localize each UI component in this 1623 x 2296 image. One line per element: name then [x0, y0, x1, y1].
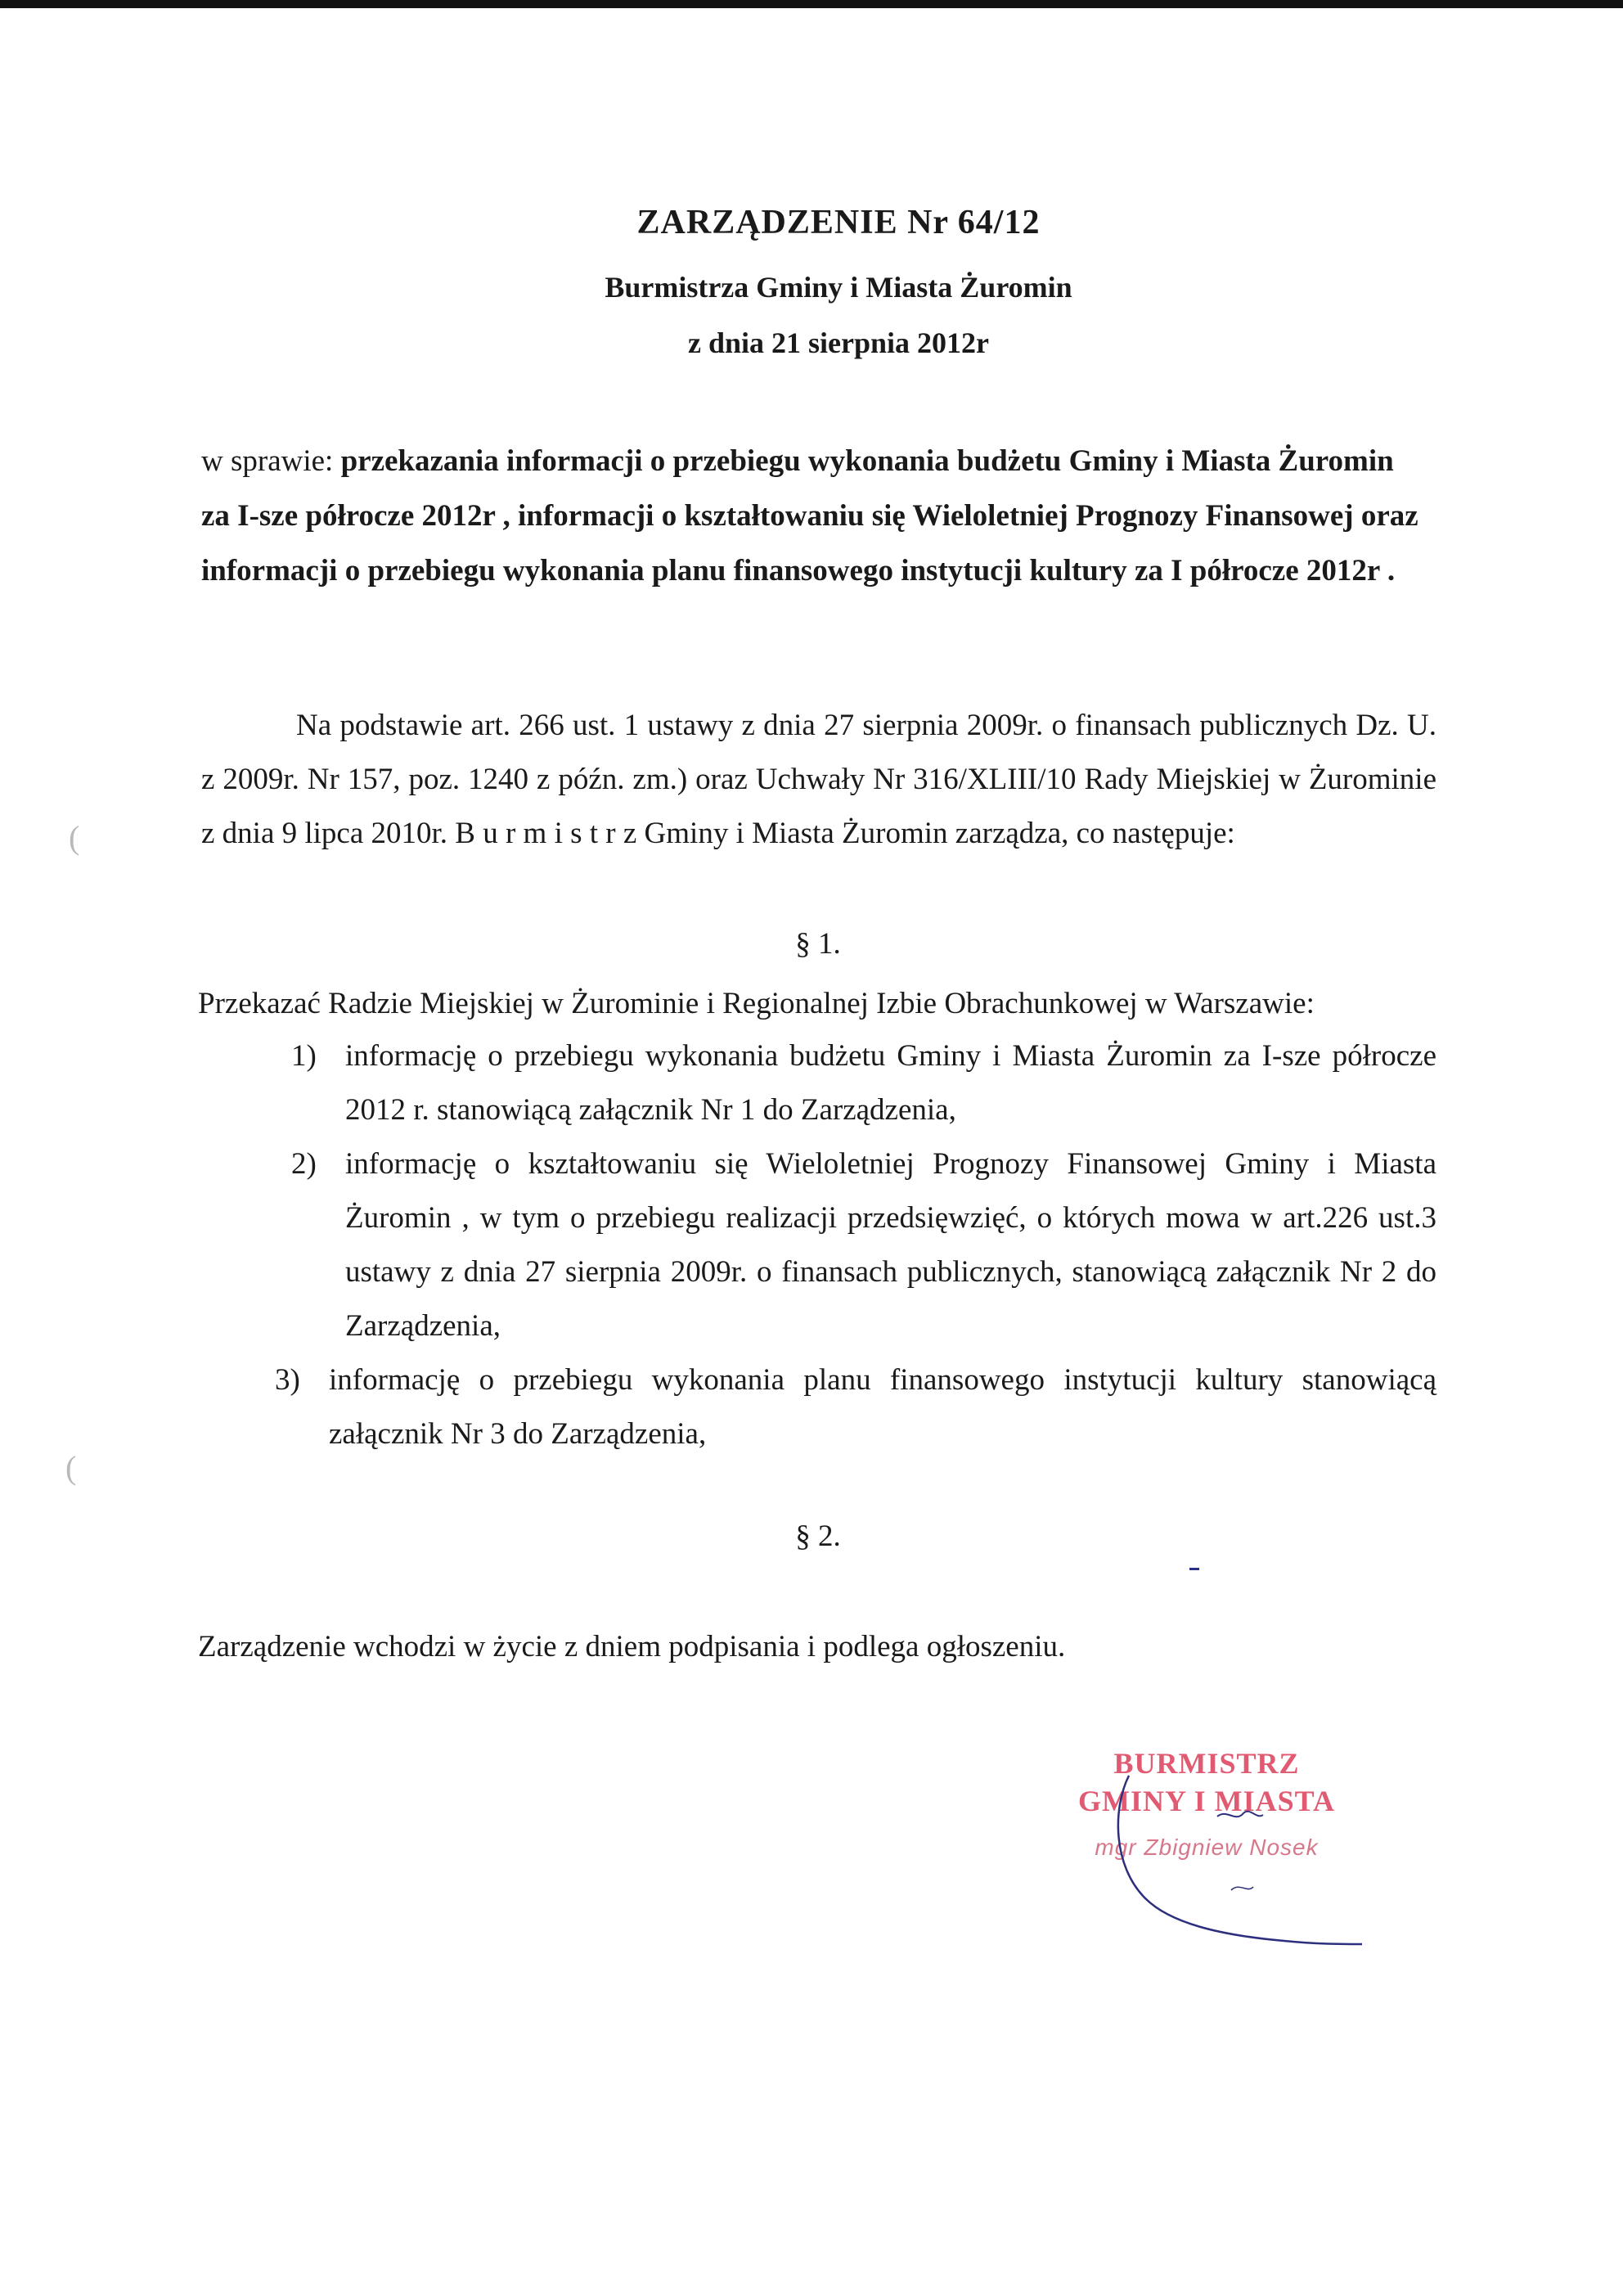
list-item	[291, 1137, 1436, 1353]
ink-dash-mark	[1189, 1568, 1199, 1570]
list-item	[291, 1029, 1436, 1137]
subject-lead: w sprawie:	[201, 444, 341, 478]
section-2-sign: § 2.	[795, 1519, 841, 1553]
list-item-text: informację o przebiegu wykonania budżetu Gminy i Miasta Żuromin za I-sze półrocze 2012 r. stanowiącą załącznik Nr 1 do Zarządzenia,	[345, 1039, 1436, 1127]
document-issuer: Burmistrza Gminy i Miasta Żuromin	[605, 271, 1072, 304]
stamp-name: mgr Zbigniew Nosek	[1095, 1835, 1319, 1860]
margin-bracket-mark: (	[69, 819, 80, 856]
list-item-number: 3)	[275, 1363, 300, 1397]
margin-bracket-mark: (	[65, 1449, 77, 1486]
subject-text: przekazania informacji o przebiegu wykonania budżetu Gminy i Miasta Żuromin za I-sze półrocze 2012r , informacji o kształtowaniu się Wieloletniej Prognozy Finansowej oraz informacji o przebiegu wykonania planu finansowego instytucji kultury za I półrocze 2012r .	[201, 444, 1418, 588]
section-2-text: Zarządzenie wchodzi w życie z dniem podpisania i podlega ogłoszeniu.	[198, 1630, 1066, 1663]
legal-basis-paragraph: Na podstawie art. 266 ust. 1 ustawy z dnia 27 sierpnia 2009r. o finansach publicznych Dz. U. z 2009r. Nr 157, poz. 1240 z późn. zm.) oraz Uchwały Nr 316/XLIII/10 Rady Miejskiej w Żurominie z dnia 9 lipca 2010r. B u r m i s t r z Gminy i Miasta Żuromin zarządza, co następuje:	[201, 709, 1436, 850]
section-1-lead: Przekazać Radzie Miejskiej w Żurominie i Regionalnej Izbie Obrachunkowej w Warszawie:	[198, 987, 1315, 1020]
official-stamp	[1059, 1745, 1354, 1957]
section-1-sign: § 1.	[795, 927, 841, 961]
document-title: ZARZĄDZENIE Nr 64/12	[636, 204, 1041, 241]
list-item-number: 1)	[291, 1039, 317, 1073]
stamp-line-title: BURMISTRZ	[1113, 1747, 1300, 1780]
list-item-text: informację o przebiegu wykonania planu finansowego instytucji kultury stanowiącą załącznik Nr 3 do Zarządzenia,	[329, 1363, 1436, 1451]
list-item-text: informację o kształtowaniu się Wieloletniej Prognozy Finansowej Gminy i Miasta Żuromin , w tym o przebiegu realizacji przedsięwzięć, o których mowa w art.226 ust.3 ustawy z dnia 27 sierpnia 2009r. o finansach publicznych, stanowiącą załącznik Nr 2 do Zarządzenia,	[345, 1147, 1436, 1343]
list-item	[275, 1353, 1436, 1461]
document-date: z dnia 21 sierpnia 2012r	[687, 326, 989, 359]
list-item-number: 2)	[291, 1147, 317, 1181]
section-1-list	[275, 1029, 1436, 1461]
document-subject	[201, 434, 1428, 598]
stamp-line-office: GMINY I MIASTA	[1077, 1785, 1335, 1817]
